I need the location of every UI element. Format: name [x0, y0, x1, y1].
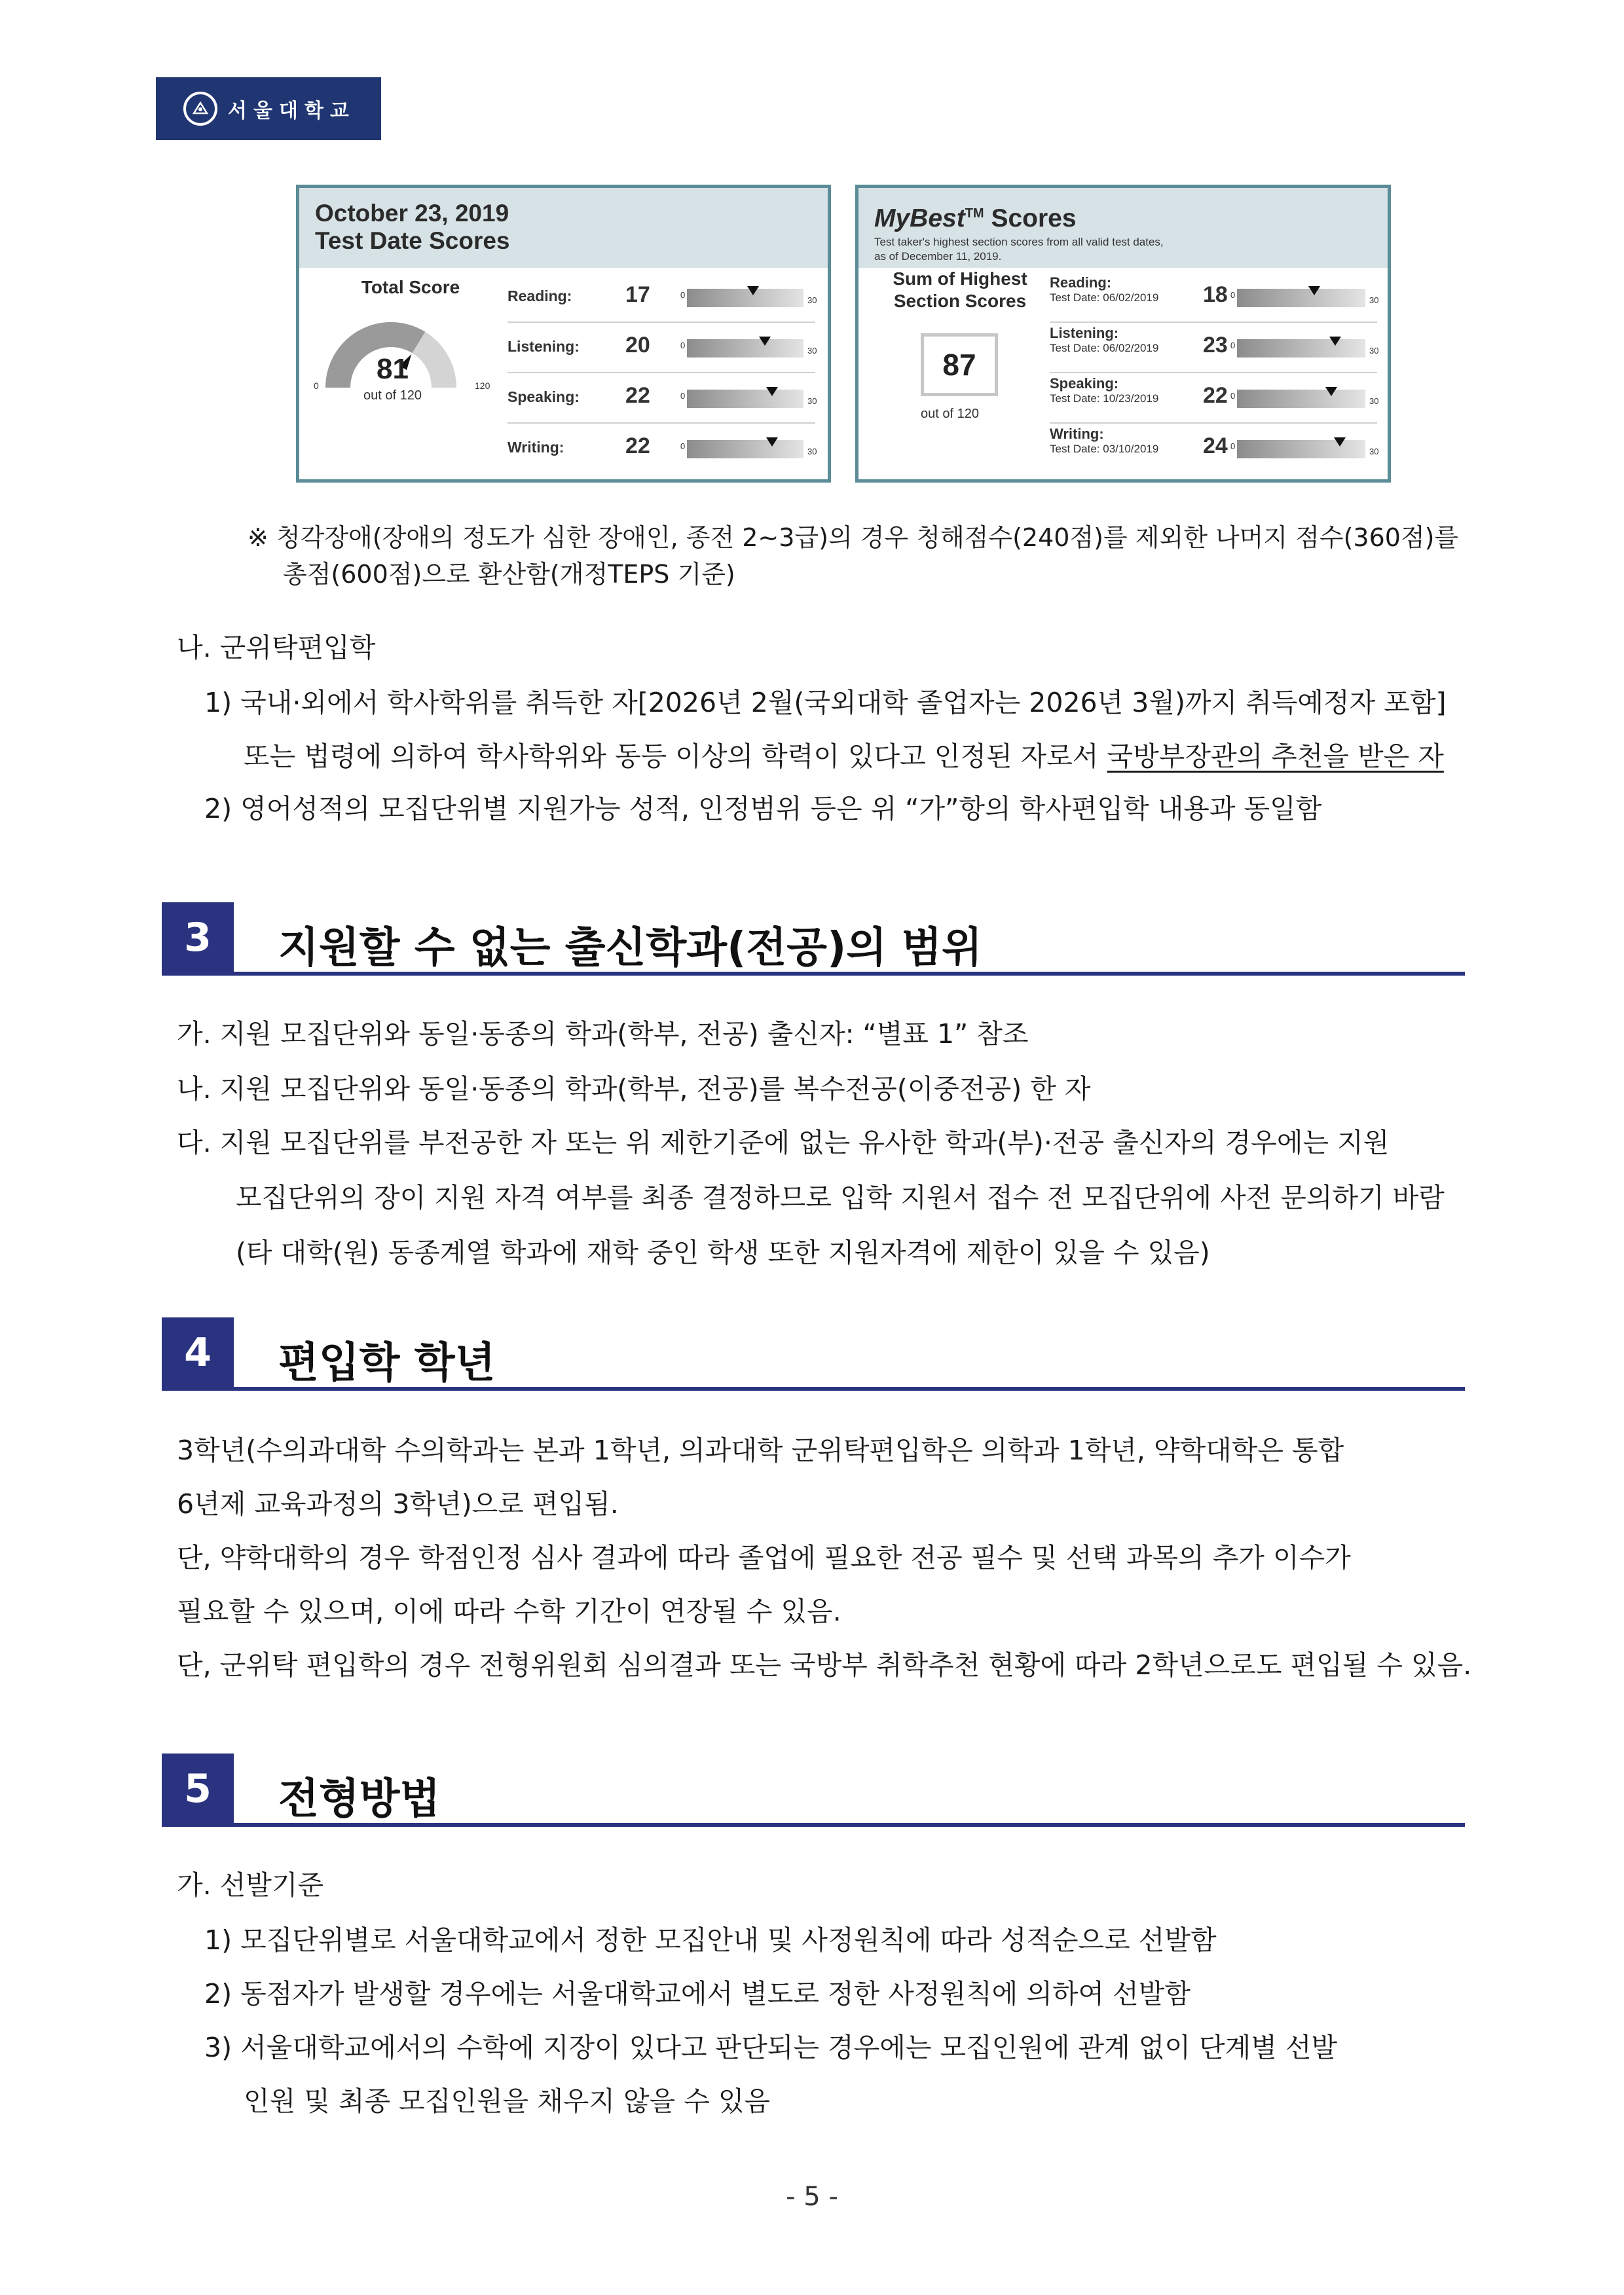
bar-max-label: 30	[1369, 295, 1379, 305]
section-label: Reading:	[1050, 274, 1112, 291]
score-marker	[1334, 437, 1346, 447]
section-test-date: Test Date: 06/02/2019	[1050, 342, 1159, 354]
score-bar	[1237, 440, 1365, 458]
hearing-impairment-note-line2: 총점(600점)으로 환산함(개정TEPS 기준)	[283, 560, 735, 589]
bar-min-label: 0	[680, 441, 686, 451]
section-score-row	[1050, 424, 1377, 474]
score-marker	[1325, 387, 1337, 396]
section5-item3-line2: 인원 및 최종 모집인원을 채우지 않을 수 있음	[244, 2085, 771, 2117]
panel-body	[299, 268, 828, 479]
section3-item-da-line3: (타 대학(원) 동종계열 학과에 재학 중인 학생 또한 지원자격에 제한이 있을 수 있음)	[236, 1237, 1210, 1268]
university-emblem-icon	[183, 92, 217, 126]
section-score-row	[1050, 323, 1377, 373]
section3-item-ga: 가. 지원 모집단위와 동일·동종의 학과(학부, 전공) 출신자: “별표 1” 참조	[177, 1018, 1029, 1050]
military-transfer-heading: 나. 군위탁편입학	[177, 632, 376, 663]
section-score-row	[507, 273, 815, 323]
section-score-value: 22	[625, 383, 650, 408]
section-test-date: Test Date: 10/23/2019	[1050, 392, 1159, 405]
section4-line1: 3학년(수의과대학 수의학과는 본과 1학년, 의과대학 군위탁편입학은 의학과 1학년, 약학대학은 통합	[177, 1435, 1344, 1466]
bar-min-label: 0	[1230, 391, 1236, 401]
section-number: 3	[162, 902, 234, 973]
section-title: 편입학 학년	[278, 1339, 496, 1387]
score-marker	[1329, 337, 1341, 346]
panel-body	[858, 268, 1388, 479]
section5-item3-line1: 3) 서울대학교에서의 수학에 지장이 있다고 판단되는 경우에는 모집인원에 관계 없이 단계별 선발	[204, 2032, 1338, 2063]
section4-line3: 단, 약학대학의 경우 학점인정 심사 결과에 따라 졸업에 필요한 전공 필수 및 선택 과목의 추가 이수가	[177, 1542, 1351, 1573]
section-score-value: 23	[1203, 333, 1228, 358]
mybest-scores-panel	[855, 185, 1391, 483]
section-score-row	[1050, 273, 1377, 323]
section-label: Speaking:	[507, 388, 580, 405]
section-number: 5	[162, 1753, 234, 1824]
bar-min-label: 0	[1230, 290, 1236, 300]
test-date-scores-panel	[296, 185, 831, 483]
section-title: 지원할 수 없는 출신학과(전공)의 범위	[278, 924, 982, 972]
section-score-value: 20	[625, 333, 650, 358]
score-bar	[1237, 339, 1365, 358]
page-number: - 5 -	[786, 2182, 838, 2212]
section-score-row	[1050, 374, 1377, 424]
bar-max-label: 30	[807, 396, 817, 406]
mybest-subtitle-line2: as of December 11, 2019.	[874, 250, 1002, 263]
score-bar	[687, 440, 803, 458]
score-marker	[747, 286, 759, 295]
section3-item-na: 나. 지원 모집단위와 동일·동종의 학과(학부, 전공)를 복수전공(이중전공) 한 자	[177, 1073, 1091, 1105]
section-3-header	[162, 902, 1465, 976]
score-marker	[759, 337, 771, 346]
score-bar	[687, 339, 803, 358]
section-score-value: 22	[1203, 383, 1228, 408]
university-logo	[156, 77, 381, 140]
total-score-out-of: out of 120	[363, 388, 422, 403]
section-score-value: 22	[625, 433, 650, 458]
score-bar	[1237, 390, 1365, 408]
section-score-value: 17	[625, 282, 650, 307]
bar-max-label: 30	[1369, 396, 1379, 406]
section-label: Speaking:	[1050, 375, 1119, 392]
bar-max-label: 30	[1369, 346, 1379, 356]
bar-min-label: 0	[1230, 441, 1236, 451]
test-date-title: October 23, 2019	[315, 200, 509, 227]
military-item1-line1: 1) 국내·외에서 학사학위를 취득한 자[2026년 2월(국외대학 졸업자는 2026년 3월)까지 취득예정자 포함]	[204, 687, 1447, 718]
military-item1-line2: 또는 법령에 의하여 학사학위와 동등 이상의 학력이 있다고 인정된 자로서 국방부장관의 추천을 받은 자	[244, 741, 1444, 772]
bar-min-label: 0	[680, 340, 686, 350]
section-5-header	[162, 1753, 1465, 1827]
bar-max-label: 30	[807, 447, 817, 456]
mybest-title: MyBest™ Scores	[874, 204, 1077, 232]
test-date-subtitle: Test Date Scores	[315, 227, 510, 254]
section-4-header	[162, 1317, 1465, 1391]
sum-highest-label: Sum of Highest Section Scores	[893, 268, 1027, 311]
section5-item1: 1) 모집단위별로 서울대학교에서 정한 모집안내 및 사정원칙에 따라 성적순으로 선발함	[204, 1924, 1217, 1956]
section-label: Listening:	[507, 338, 580, 355]
hearing-impairment-note-line1: ※ 청각장애(장애의 정도가 심한 장애인, 종전 2~3급)의 경우 청해점수(240점)를 제외한 나머지 점수(360점)를	[248, 523, 1459, 552]
section-test-date: Test Date: 06/02/2019	[1050, 291, 1159, 304]
selection-criteria-heading: 가. 선발기준	[177, 1869, 324, 1901]
sum-highest-value: 87	[921, 333, 998, 396]
section-label: Listening:	[1050, 325, 1119, 341]
mybest-subtitle-line1: Test taker's highest section scores from all valid test dates,	[874, 236, 1164, 248]
section-score-row	[507, 323, 815, 373]
section-label: Reading:	[507, 287, 572, 304]
total-score-value: 81	[377, 353, 409, 385]
section-number: 4	[162, 1317, 234, 1388]
section3-item-da-line1: 다. 지원 모집단위를 부전공한 자 또는 위 제한기준에 없는 유사한 학과(부)·전공 출신자의 경우에는 지원	[177, 1127, 1390, 1158]
section4-line4: 필요할 수 있으며, 이에 따라 수학 기간이 연장될 수 있음.	[177, 1596, 841, 1627]
score-marker	[766, 437, 778, 447]
section-test-date: Test Date: 03/10/2019	[1050, 443, 1159, 455]
section5-item2: 2) 동점자가 발생할 경우에는 서울대학교에서 별도로 정한 사정원칙에 의하여 선발함	[204, 1978, 1190, 2010]
sum-highest-out-of: out of 120	[921, 407, 979, 421]
score-marker	[766, 387, 778, 396]
gauge-min-label: 0	[314, 380, 319, 391]
defense-minister-recommendation: 국방부장관의 추천을 받은 자	[1107, 741, 1444, 772]
bar-min-label: 0	[1230, 340, 1236, 350]
bar-max-label: 30	[807, 346, 817, 356]
bar-min-label: 0	[680, 290, 686, 300]
panel-header	[858, 188, 1388, 268]
bar-max-label: 30	[1369, 447, 1379, 456]
section4-line2: 6년제 교육과정의 3학년)으로 편입됨.	[177, 1488, 619, 1520]
bar-max-label: 30	[807, 295, 817, 305]
gauge-max-label: 120	[475, 380, 490, 391]
section4-line5: 단, 군위탁 편입학의 경우 전형위원회 심의결과 또는 국방부 취학추천 현황에 따라 2학년으로도 편입될 수 있음.	[177, 1649, 1472, 1681]
score-bar	[687, 390, 803, 408]
university-name: 서울대학교	[228, 100, 356, 122]
bar-min-label: 0	[680, 391, 686, 401]
score-marker	[1308, 286, 1320, 295]
section-title: 전형방법	[278, 1775, 441, 1824]
section-label: Writing:	[507, 439, 564, 456]
section-score-row	[507, 424, 815, 474]
score-bar	[1237, 289, 1365, 307]
section-label: Writing:	[1050, 426, 1104, 442]
total-score-label: Total Score	[361, 277, 460, 297]
score-bar	[687, 289, 803, 307]
section-score-value: 18	[1203, 282, 1228, 307]
section3-item-da-line2: 모집단위의 장이 지원 자격 여부를 최종 결정하므로 입학 지원서 접수 전 모집단위에 사전 문의하기 바람	[236, 1182, 1445, 1213]
section-score-value: 24	[1203, 433, 1228, 458]
military-item2: 2) 영어성적의 모집단위별 지원가능 성적, 인정범위 등은 위 “가”항의 학사편입학 내용과 동일함	[204, 793, 1322, 824]
panel-header	[299, 188, 828, 268]
section-score-row	[507, 374, 815, 424]
